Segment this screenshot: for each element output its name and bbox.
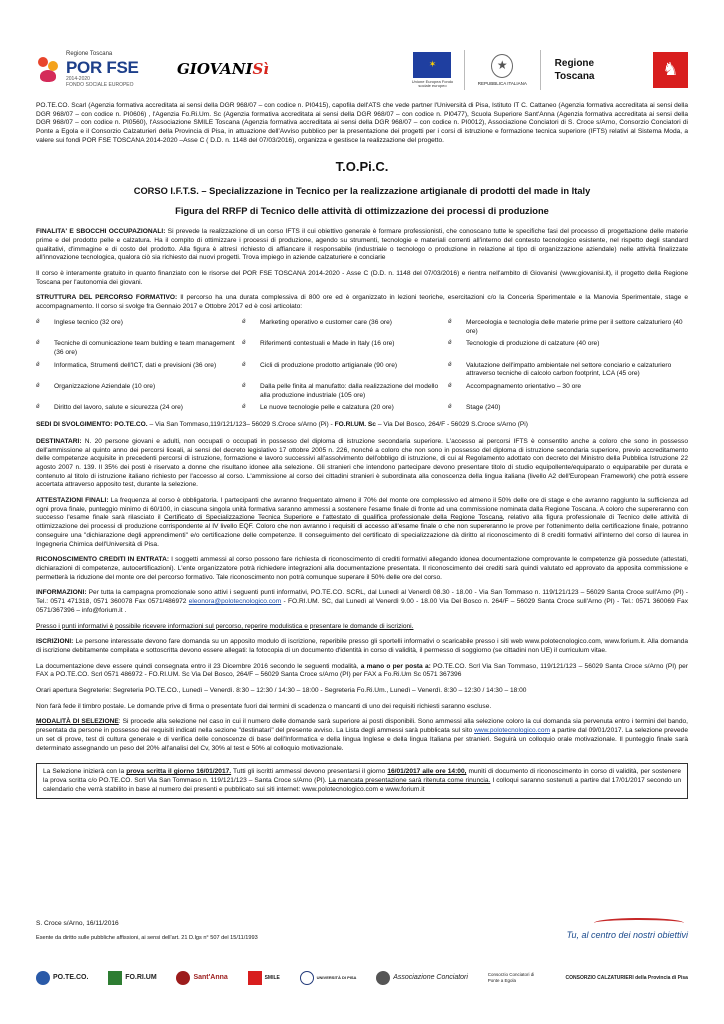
sedi-section: SEDI DI SVOLGIMENTO: PO.TE.CO. – Via San Tommaso,119/121/123– 56029 S.Croce s/Arno (Pi) - FO.RI.UM. Sc – Via Del Bosco, 264/F - 56029 S.Croce s/Arno (Pi) <box>36 421 528 429</box>
conciatori-logo: Associazione Conciatori <box>376 971 468 985</box>
module-list <box>36 319 688 413</box>
por-fund: FONDO SOCIALE EUROPEO <box>66 82 134 89</box>
presso-note: Presso i punti informativi è possibile ricevere informazioni sul percorso, reperire modulistica e presentare le domande di iscrizioni. <box>36 622 414 630</box>
list-item: ǿ Inglese tecnico (32 ore) <box>36 319 236 336</box>
certificate-link: Certificato di Specializzazione Tecnica Superiore e l'attestato di qualifica professionale della Regione Toscana <box>163 514 503 522</box>
documentazione-section: La documentazione deve essere quindi consegnata entro il 23 Dicembre 2016 secondo le seguenti modalità, a mano o per posta a: PO.TE.CO. Scrl Via San Tommaso, 119/121/123 – 56029 Santa Croce s/Arno (PI) per FAX a PO.TE.CO. Scrl 0571 486972 - FO.RI.UM. Sc Via Del Bosco, 264/F – 56029 Santa Croce s/Arno (PI) per FAX a Fo.Ri.Um Sc 0571 367396 <box>36 662 689 679</box>
conciatori-mark-icon <box>376 971 390 985</box>
italy-emblem-logo <box>475 54 530 87</box>
bullet-icon: ǿ <box>242 361 246 368</box>
bollo-note: Non farà fede il timbro postale. Le domande prive di firma o presentate fuori dai termini di scadenza o mancanti di uno dei requisiti richiesti saranno escluse. <box>36 702 492 710</box>
selezione-section: MODALITÀ DI SELEZIONE: Si procede alla selezione nel caso in cui il numero delle domande sarà superiore ai posti disponibili. Sono ammessi alla selezione coloro la cui domanda sia pervenuta entro i termini del bando, presentata da persone in possesso dei requisiti indicati nella sezione "destinatari" del presente avviso. La Lista degli ammessi sarà pubblicata sul sito www.polotecnologico.com a partire dal 09/01/2017. La selezione prevede un set di prove, test di cultura generale e di verifica delle conoscenze di base dell'Informatica e della lingua Inglese e della lingua Italiana per stranieri. Seguirà un colloquio orale motivazionale. Il punteggio finale sarà determinato assegnando un peso del 20% all'analisi del Cv, 30% al test e 50% al colloquio motivazionale. <box>36 718 689 752</box>
ponte-egola-logo: Consorzio Conciatori di Ponte a Egola <box>487 972 535 983</box>
bullet-icon: ǿ <box>242 383 246 390</box>
list-item: ǿ Merceologia e tecnologia delle materie prime per il settore calzaturiero (40 ore) <box>448 318 683 335</box>
bullet-icon: ǿ <box>448 361 452 368</box>
place-date: S. Croce s/Arno, 16/11/2016 <box>36 920 119 927</box>
giovanisi-logo: GIOVANISì <box>177 60 269 79</box>
bullet-icon: ǿ <box>36 383 40 390</box>
list-item: ǿ Accompagnamento orientativo – 30 ore <box>448 383 688 400</box>
forium-logo: FO.RI.UM <box>108 971 157 985</box>
por-fse-logo <box>36 51 163 89</box>
slogan-arc-icon <box>594 918 684 928</box>
bullet-icon: ǿ <box>242 318 246 325</box>
finalita-section: FINALITA' E SBOCCHI OCCUPAZIONALI: Si prevede la realizzazione di un corso IFTS il cui obiettivo generale è formare professionisti, che conoscano tutte le specifiche fasi del processo di progettazione delle materie prime e del prodotto pelle e calzatura. Ha il compito di ottimizzare i processi di produzione, agendo su strumenti, tecnologie e materiali correnti all'interno del contesto tecnologico esistente, nel rispetto degli standard qualitativi, d'immagine e di costo del prodotto. Alla figura è altresì richiesto di affiancare il responsabile (industriale o tecnologo o produzione in relazione al tipo di organizzazione aziendale) nelle attività finalizzate all'innovazione tecnologica, qualora ciò sia richiesto dai nuovi progetti. Trova impiego in aziende calzaturiere e conciarie <box>36 228 688 262</box>
list-item: ǿ Valutazione dell'impatto ambientale nel settore conciario e calzaturiero attraverso tecniche di calcolo carbon footprint, LCA (45 ore) <box>448 361 672 378</box>
unipi-seal-icon <box>300 971 314 985</box>
poteco-mark-icon <box>36 971 50 985</box>
list-item: ǿ Diritto del lavoro, salute e sicurezza (24 ore) <box>36 404 183 412</box>
bullet-icon: ǿ <box>448 404 452 411</box>
informazioni-section: INFORMAZIONI: Per tutta la campagna promozionale sono attivi i seguenti punti informativi, PO.TE.CO. SCRL, dal Lunedì al Venerdì 08.30 - 18.00 - Via San Tommaso n. 119/121/123 – 56029 Santa Croce sull'Arno (PI) - Tel.: 0571 471318, 0571 360078 Fax 0571/486972 eleonora@polotecnologico.com - FO.RI.UM. SC, dal Lunedì al Venerdì 9.00 - 18.00 Via Del Bosco n. 264/F – 56029 Santa Croce sull'Arno (PI) - Tel.: 0571 360069 Fax 0571/367396 – info@forium.it . <box>36 589 688 614</box>
list-item: ǿ Dalla pelle finita al manufatto: dalla realizzazione del modello alla produzione industriale (105 ore) <box>242 383 439 399</box>
bullet-icon: ǿ <box>242 340 246 347</box>
regione-toscana-label: Regione Toscana <box>554 57 595 82</box>
gratuito-paragraph: Il corso è interamente gratuito in quanto finanziato con le risorse del POR FSE TOSCANA 2014-2020 - Asse C (D.D. n. 1148 del 07/03/2016) e rientra nell'ambito di Giovanisì (www.giovanisi.it), il progetto della Regione Toscana per l'autonomia dei giovani. <box>36 270 688 286</box>
bullet-icon: ǿ <box>36 404 40 411</box>
italy-caption: REPUBBLICA ITALIANA <box>477 80 527 86</box>
header-divider <box>464 50 465 90</box>
list-item: ǿ Le nuove tecnologie pelle e calzatura (20 ore) <box>242 404 394 412</box>
eu-caption: Unione Europea Fondo sociale europeo <box>411 78 454 88</box>
orari-section: Orari apertura Segreterie: Segreteria PO.TE.CO., Lunedì – Venerdì. 8:30 – 12:30 / 14:30 – 18:00 - Segreteria Fo.Ri.Um., Lunedì – Venerdì. 8:30 – 12:30 / 14:30 – 18:00 <box>36 687 527 695</box>
calzaturieri-logo: CONSORZIO CALZATURIERI della Provincia di Pisa <box>565 974 688 981</box>
smile-logo: SMILE <box>248 971 280 985</box>
santanna-mark-icon <box>176 971 190 985</box>
bullet-icon: ǿ <box>448 340 452 347</box>
list-item: ǿ Tecniche di comunicazione team bulding e team management (36 ore) <box>36 340 235 356</box>
slogan: Tu, al centro dei nostri obiettivi <box>566 930 688 940</box>
poteco-logo: PO.TE.CO. <box>36 971 88 985</box>
list-item: ǿ Marketing operativo e customer care (36 ore) <box>242 319 442 336</box>
eu-flag-icon: ✶ <box>413 52 451 78</box>
destinatari-section: DESTINATARI: N. 20 persone giovani e adulti, non occupati o occupati in possesso del diploma di istruzione secondaria superiore. L'accesso ai percorsi IFTS è consentito anche a coloro che sono in possesso dell'ammissione al quinto anno dei percorsi liceali, ai sensi del decreto legislativo 17 ottobre 2005 n. 226, nonché a coloro che non sono in possesso del diploma di istruzione secondaria superiore, previo accreditamento delle competenze acquisite in precedenti percorsi di istruzione, formazione e lavoro successivi all'assolvimento dell'obbligo di istruzione, di cui al Regolamento adottato con decreto del Ministro della Pubblica Istruzione 22 agosto 2007 n. 139. Il 35% dei posti è riservato a donne che risultano idonee alla selezione. Gli stranieri che intendono partecipare devono presentare titolo di studio equipollente/equiparato o equiparabile per durata e contenuto al titolo di istruzione italiano richiesto per l'accesso al corso. L'ammissione al corso dei cittadini stranieri è subordinata alla conoscenza della lingua italiana (livello A2 dell'European Framework) che potrà essere accertata attraverso apposito test, durante la selezione. <box>36 437 688 489</box>
list-item: ǿ Tecnologie di produzione di calzature (40 ore) <box>448 340 688 357</box>
figure-subtitle: Figura del RRFP di Tecnico delle attività di ottimizzazione dei processi di produzione <box>175 205 549 216</box>
list-item: ǿ Riferimenti contestuali e Made in Italy (16 ore) <box>242 340 442 357</box>
selection-notice-box: La Selezione inizierà con la prova scritta il giorno 16/01/2017. Tutti gli iscritti ammessi devono presentarsi il giorno 16/01/2017 alle ore 14:00, muniti di documento di riconoscimento in corso di validità, per sostenere la prova scritta c/o PO.TE.CO. Scrl Via San Tommaso n. 119/121/123 – Santa Croce s/Arno (PI). La mancata presentazione sarà ritenuta come rinuncia. I colloqui saranno sostenuti a partire dal 17/01/2017 secondo un calendario che verrà stabilito in base al numero dei presenti e pubblicato sui siti internet: www.polotecnologico.com e www.forium.it <box>36 763 688 799</box>
email-link[interactable]: eleonora@polotecnologico.com <box>188 598 282 606</box>
polotecnologico-link[interactable]: www.polotecnologico.com <box>474 727 550 735</box>
pegasus-icon: ♞ <box>653 52 688 88</box>
header-logos <box>36 42 688 98</box>
attestazioni-section: ATTESTAZIONI FINALI: La frequenza al corso è obbligatoria. I partecipanti che avranno frequentato almeno il 70% del monte ore complessivo ed almeno il 50% delle ore di stage e che avranno raggiunto la sufficienza ad ogni prova finale, punteggio minimo di 60/100, in ciascuna singola unità formativa saranno ammessi a sostenere l'esame finale di fronte ad una commissione nominata dalla Regione Toscana. A coloro che supereranno con successo l'esame finale sarà rilasciato il Certificato di Specializzazione Tecnica Superiore e l'attestato di qualifica professionale della Regione Toscana, relativo alla figura professionale di Tecnico delle attività di ottimizzazione dei processi di produzione corrispondente al IV livello EQF. Coloro che non avranno i requisiti di accesso all'esame finale o che non supereranno le prove per l'ottenimento della certificazione finale, potranno conseguire una "dichiarazione degli apprendimenti" e/o certificazione delle competenze. Il conseguimento del certificato di specializzazione dà diritto al riconoscimento di 8 crediti formativi all'interno del corso di laurea in Ingegneria Chimica dell'Università di Pisa. <box>36 497 689 548</box>
por-fse-mark-icon <box>36 55 62 85</box>
bullet-icon: ǿ <box>36 361 40 368</box>
law-note: Esente da diritto sulle pubbliche affissioni, ai sensi dell'art. 21 D.lgs n° 507 del 15/11/1993 <box>36 934 258 941</box>
smile-mark-icon <box>248 971 262 985</box>
course-subtitle: CORSO I.F.T.S. – Specializzazione in Tecnico per la realizzazione artigianale di prodotti del made in Italy <box>133 185 591 196</box>
eu-logo <box>411 52 454 89</box>
flyer-content <box>36 102 688 805</box>
bullet-icon: ǿ <box>36 340 40 347</box>
list-item: ǿ Cicli di produzione prodotto artigianale (90 ore) <box>242 362 442 379</box>
santanna-logo: Sant'Anna <box>176 971 227 985</box>
iscrizioni-section: ISCRIZIONI: Le persone interessate devono fare domanda su un apposito modulo di iscrizione, reperibile presso gli sportelli informativi o scaricabile presso i siti web www.polotecnologico.com, www.forium.it. Alla domanda di iscrizione debitamente compilata e sottoscritta devono essere allegati: la fotocopia di un documento d'identità in corso di validità, il permesso di soggiorno (se cittadini non UE) il curriculum vitae. <box>36 638 688 654</box>
intro-paragraph: PO.TE.CO. Scarl (Agenzia formativa accreditata ai sensi della DGR 968/07 – con codice n. PI0415), capofila dell'ATS che vede partner l'Università di Pisa, Istituto IT C. Cattaneo (Agenzia formativa accreditata ai sensi della DGR 968/07 – con codice n. PI0606) , l'Agenzia Fo.Ri.Um. Sc (Agenzia formativa accreditata ai sensi della DGR 968/07 – con codice n. PI0477), Scuola Superiore Sant'Anna (Agenzia formativa accreditata ai sensi della DGR 968/07 – con codice n. PI0560), l'Associazione SMILE Toscana (Agenzia formativa accreditata ai sensi della DGR 968/07 – con codice n. PI0012), Associazione Conciatori di S. Croce s/Arno, Consorzio Conciatori di Ponte a Egola e il Consorzio Calzaturieri della Provincia di Pisa, in attuazione dell'Avviso pubblico per la presentazione dei progetti per i corsi di istruzione e formazione tecnica superiore (IFTS) relativi al Sistema Moda, a valere sui fondi POR FSE TOSCANA 2014-2020 –Asse C ( D.D. n. 1148 del 07/03/2016), organizza e gestisce la realizzazione del progetto. <box>36 102 688 144</box>
list-item: ǿ Informatica, Strumenti dell'ICT, dati e previsioni (36 ore) <box>36 362 236 379</box>
italian-emblem-icon: ★ <box>491 54 513 78</box>
list-item: ǿ Stage (240) <box>448 404 501 412</box>
por-years: 2014-2020 <box>66 75 90 82</box>
unipi-logo: UNIVERSITÀ DI PISA <box>300 971 357 985</box>
page-title: T.O.Pi.C. <box>335 158 389 174</box>
bullet-icon: ǿ <box>242 404 246 411</box>
bullet-icon: ǿ <box>448 383 452 390</box>
partner-logos <box>36 958 688 998</box>
struttura-section: STRUTTURA DEL PERCORSO FORMATIVO: Il percorso ha una durata complessiva di 800 ore ed è organizzato in lezioni teoriche, esercitazioni c/o la Conceria Sperimentale e la Manovia Sperimentale, stage e accompagnamento. Il corso si svolge fra Gennaio 2017 e Ottobre 2017 ed è così articolato: <box>36 294 688 311</box>
por-region: Regione Toscana <box>66 50 113 57</box>
riconoscimento-section: RICONOSCIMENTO CREDITI IN ENTRATA: I soggetti ammessi al corso possono fare richiesta di riconoscimento di crediti formativi allegando idonea documentazione comprovante le competenze già possedute (attestati, dichiarazioni di competenze, autocertificazioni). L'ente organizzatore potrà richiedere integrazioni alla documentazione presentata. Il riconoscimento dei crediti sarà quindi valutato ed approvato da apposita commissione e permetterà la riduzione del monte ore del percorso formativo. Tale riconoscimento non potrà comunque superare il 50% delle ore del corso. <box>36 556 688 581</box>
bullet-icon: ǿ <box>36 318 40 325</box>
header-divider <box>540 50 541 90</box>
forium-mark-icon <box>108 971 122 985</box>
list-item: ǿ Organizzazione Aziendale (10 ore) <box>36 383 236 400</box>
por-brand: POR FSE <box>66 57 139 77</box>
bullet-icon: ǿ <box>448 318 452 325</box>
